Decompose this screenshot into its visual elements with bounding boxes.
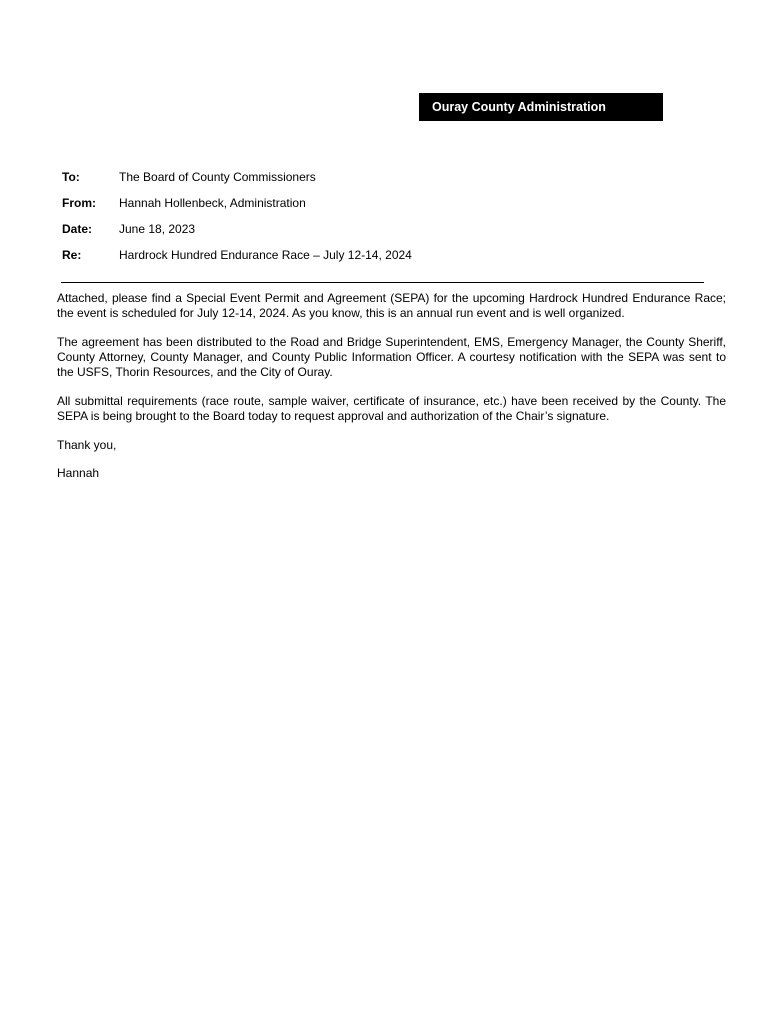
memo-to-value: The Board of County Commissioners xyxy=(119,170,316,184)
body-paragraph-1: Attached, please find a Special Event Permit and Agreement (SEPA) for the upcoming Hardrock Hundred Endurance Race; the event is scheduled for July 12-14, 2024. As you know, this is an annual run event and is well organized. xyxy=(57,291,726,320)
memo-from-value: Hannah Hollenbeck, Administration xyxy=(119,196,306,210)
closing-line: Thank you, xyxy=(57,438,117,452)
memo-to-label: To: xyxy=(62,170,80,184)
organization-banner: Ouray County Administration xyxy=(419,93,663,121)
body-paragraph-2: The agreement has been distributed to the Road and Bridge Superintendent, EMS, Emergency Manager, the County Sheriff, County Attorney, County Manager, and County Public Information Officer. A courtesy notification with the SEPA was sent to the USFS, Thorin Resources, and the City of Ouray. xyxy=(57,335,726,379)
memo-from-label: From: xyxy=(62,196,96,210)
memo-divider xyxy=(61,282,704,283)
signature-name: Hannah xyxy=(57,466,100,480)
memo-re-label: Re: xyxy=(62,248,82,262)
memo-date-label: Date: xyxy=(62,222,93,236)
memo-date-value: June 18, 2023 xyxy=(119,222,196,236)
body-paragraph-3: All submittal requirements (race route, sample waiver, certificate of insurance, etc.) have been received by the County. The SEPA is being brought to the Board today to request approval and authorization of the Chair’s signature. xyxy=(57,394,726,423)
memo-re-value: Hardrock Hundred Endurance Race – July 12-14, 2024 xyxy=(119,248,412,262)
